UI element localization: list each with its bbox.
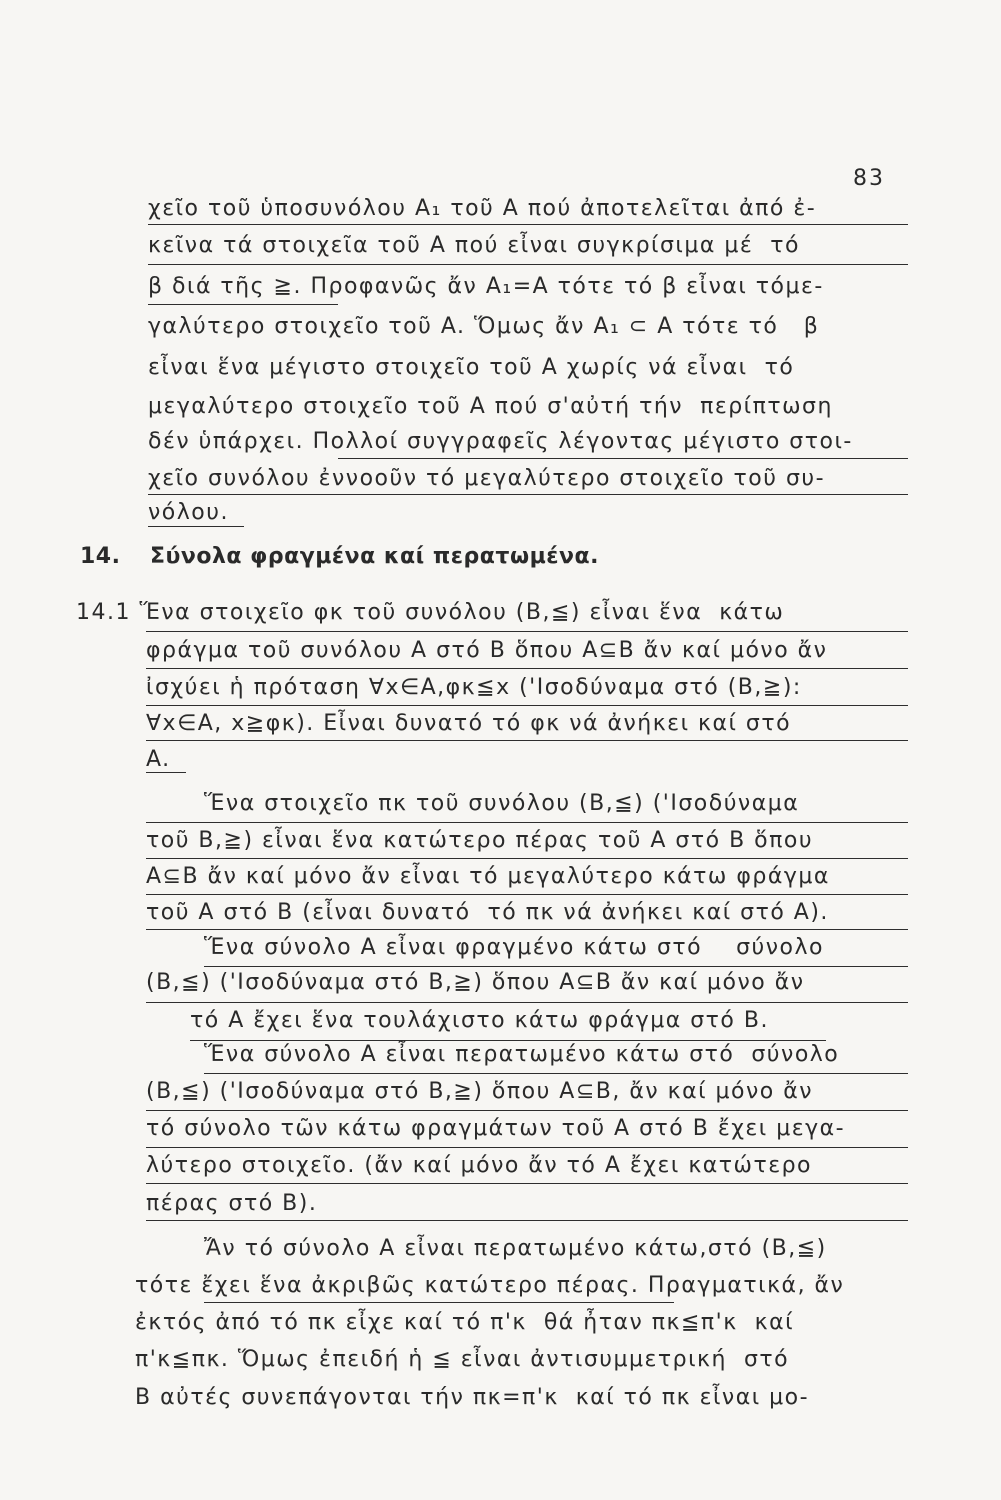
text-line: δέν ὑπάρχει. Πολλοί συγγραφεῖς λέγοντας μέγιστο στοι- — [148, 429, 853, 454]
text-line: τότε ἔχει ἕνα ἀκριβῶς κατώτερο πέρας. Πραγματικά, ἄν — [135, 1273, 845, 1298]
underline — [148, 224, 908, 225]
text-line: πέρας στό B). — [146, 1191, 318, 1216]
underline — [146, 1220, 908, 1221]
text-line: χεῖο τοῦ ὑποσυνόλου A₁ τοῦ A πού ἀποτελεῖται ἀπό ἐ- — [148, 196, 817, 221]
section-heading — [80, 544, 599, 569]
text-line: 14.1 Ἕνα στοιχεῖο φκ τοῦ συνόλου (B,≦) εἶναι ἕνα κάτω — [76, 600, 785, 625]
underline — [146, 822, 908, 823]
text-line: νόλου. — [148, 500, 229, 525]
text-line: φράγμα τοῦ συνόλου A στό B ὅπου A⊆B ἄν καί μόνο ἄν — [146, 638, 828, 663]
text-line: μεγαλύτερο στοιχεῖο τοῦ A πού σ'αὐτή τήν περίπτωση — [148, 394, 833, 419]
text-line: γαλύτερο στοιχεῖο τοῦ A. Ὅμως ἄν A₁ ⊂ A τότε τό β — [148, 314, 820, 339]
underline — [204, 1073, 908, 1074]
text-line: (B,≦) ('Ισοδύναμα στό B,≧) ὅπου A⊆B ἄν καί μόνο ἄν — [146, 970, 805, 995]
text-line: Ἕνα σύνολο A εἶναι φραγμένο κάτω στό σύνολο — [204, 935, 824, 960]
underline — [146, 1002, 908, 1003]
text-line: χεῖο συνόλου ἐννοοῦν τό μεγαλύτερο στοιχεῖο τοῦ συ- — [148, 466, 826, 491]
text-line: τό A ἔχει ἕνα τουλάχιστο κάτω φράγμα στό B. — [190, 1008, 769, 1033]
text-line: τό σύνολο τῶν κάτω φραγμάτων τοῦ A στό B ἔχει μεγα- — [146, 1116, 846, 1141]
underline — [146, 668, 908, 669]
text-line: Ἄν τό σύνολο A εἶναι περατωμένο κάτω,στό (B,≦) — [204, 1236, 827, 1261]
underline — [146, 631, 908, 632]
page-number: 83 — [853, 166, 885, 191]
text-line: (B,≦) ('Ισοδύναμα στό B,≧) ὅπου A⊆B, ἄν καί μόνο ἄν — [146, 1079, 814, 1104]
underline — [148, 304, 338, 305]
text-line: Ἕνα στοιχεῖο πκ τοῦ συνόλου (B,≦) ('Ισοδύναμα — [204, 791, 800, 816]
text-line: β διά τῆς ≧. Προφανῶς ἄν A₁=A τότε τό β εἶναι τόμε- — [148, 274, 824, 299]
text-line: A⊆B ἄν καί μόνο ἄν εἶναι τό μεγαλύτερο κάτω φράγμα — [146, 864, 830, 889]
underline — [146, 705, 908, 706]
underline — [146, 858, 908, 859]
underline — [146, 740, 908, 741]
section-title: Σύνολα φραγμένα καί περατωμένα. — [150, 544, 599, 569]
underline — [146, 772, 186, 773]
text-line: Ἕνα σύνολο A εἶναι περατωμένο κάτω στό σύνολο — [204, 1042, 840, 1067]
underline — [146, 1110, 908, 1111]
text-line: A. — [146, 747, 171, 772]
underline — [148, 264, 908, 265]
underline — [146, 1147, 908, 1148]
text-line: ἐκτός ἀπό τό πκ εἶχε καί τό π'κ θά ἦταν πκ≦π'κ καί — [135, 1310, 795, 1335]
underline — [204, 1302, 674, 1303]
text-line: κεῖνα τά στοιχεῖα τοῦ A πού εἶναι συγκρίσιμα μέ τό — [148, 233, 800, 258]
text-line: ἰσχύει ἡ πρόταση ∀x∈A,φκ≦x ('Ισοδύναμα στό (B,≧): — [146, 675, 802, 700]
underline — [146, 929, 908, 930]
underline — [148, 494, 908, 495]
text-line: π'κ≦πκ. Ὅμως ἐπειδή ἡ ≦ εἶναι ἀντισυμμετρική στό — [135, 1347, 790, 1372]
text-line: τοῦ B,≧) εἶναι ἕνα κατώτερο πέρας τοῦ A στό B ὅπου — [146, 828, 814, 853]
text-line: B αὐτές συνεπάγονται τήν πκ=π'κ καί τό πκ εἶναι μο- — [135, 1385, 810, 1410]
text-line: τοῦ A στό B (εἶναι δυνατό τό πκ νά ἀνήκει καί στό A). — [146, 900, 829, 925]
text-line: εἶναι ἕνα μέγιστο στοιχεῖο τοῦ A χωρίς νά εἶναι τό — [148, 355, 795, 380]
section-number: 14. — [80, 544, 121, 569]
underline — [146, 894, 908, 895]
underline — [204, 966, 908, 967]
text-line: ∀x∈A, x≧φκ). Εἶναι δυνατό τό φκ νά ἀνήκει καί στό — [146, 711, 792, 736]
underline — [146, 1183, 908, 1184]
underline — [338, 458, 908, 459]
underline — [148, 526, 244, 527]
text-line: λύτερο στοιχεῖο. (ἄν καί μόνο ἄν τό A ἔχει κατώτερο — [146, 1153, 813, 1178]
